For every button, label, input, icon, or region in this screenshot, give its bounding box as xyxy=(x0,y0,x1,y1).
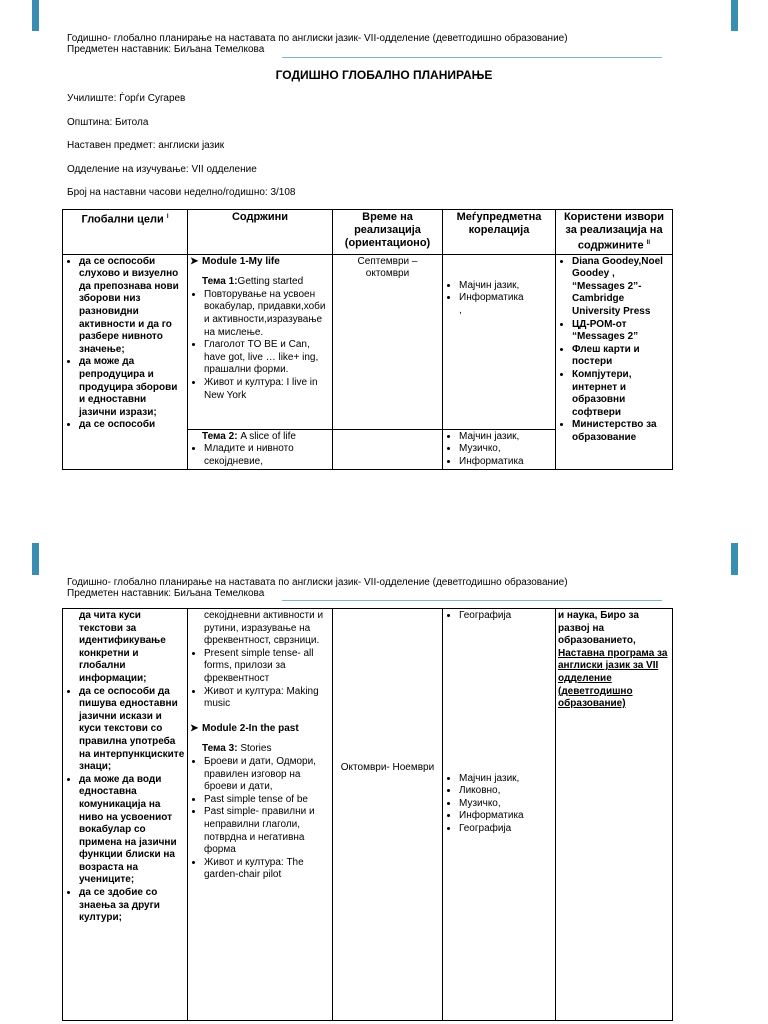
header-goals: Глобални цели $^I$ xyxy=(63,210,188,255)
correlation-item: • Мајчин јазик, xyxy=(459,431,553,444)
document-title: ГОДИШНО ГЛОБАЛНО ПЛАНИРАЊЕ xyxy=(275,68,493,82)
goal-item: • да се здобие со знаења за други култури; xyxy=(79,887,185,925)
goals-cell xyxy=(63,254,188,470)
goal-item: • да се оспособи xyxy=(79,419,185,432)
tema-2-heading: Тема 2: A slice of life xyxy=(202,430,296,442)
arrow-bullet-icon: ➤ xyxy=(190,255,199,267)
header-line-2: Предметен наставник: Биљана Темелкова xyxy=(67,588,265,599)
correlation-item: • Информатика xyxy=(459,292,553,305)
time-cell-2 xyxy=(333,429,443,470)
running-header xyxy=(67,33,568,55)
meta-hours: Број на наставни часови неделно/годишно: 3/108 xyxy=(67,187,296,198)
header-line-1: Годишно- глобално планирање на наставата по англиски јазик- VII-одделение (деветгодишно образование) xyxy=(67,33,568,44)
correlation-item: • Музичко, xyxy=(459,798,553,811)
correlation-cell xyxy=(443,609,556,1021)
tema-2-item: • Живот и култура: Making music xyxy=(204,686,330,711)
time-value: Октомври- Ноември xyxy=(340,762,435,773)
goal-item: • да се оспособи слухово и визуелно да препознава нови зборови низ разновидни активности и да го разбере нивното значење; xyxy=(79,256,185,357)
correlation-item: • Информатика xyxy=(459,810,553,823)
time-cell-1: Септември – октомври xyxy=(333,254,443,429)
content-cell-tema2 xyxy=(188,429,333,470)
tema-3-item: • Past simple- правилни и неправилни глаголи, потврдна и негативна форма xyxy=(204,806,330,856)
meta-school: Училиште: Ѓорѓи Сугарев xyxy=(67,93,186,104)
tema-3-item: • Past simple tense of be xyxy=(204,794,330,807)
running-header xyxy=(67,577,568,599)
correlation-item: • Информатика xyxy=(459,456,553,469)
correlation-item: • Географија xyxy=(459,823,553,836)
resource-item: • Флеш карти и постери xyxy=(572,344,670,369)
correlation-item: , xyxy=(459,304,462,316)
header-resources: Користени извори за реализација на содржините $^{II}$ xyxy=(556,210,673,255)
correlation-item: • Музичко, xyxy=(459,443,553,456)
resources-cell xyxy=(556,609,673,1021)
tema-1-item: • Повторување на усвоен вокабулар, придавки,хоби и активности,изразување на мислење. xyxy=(204,289,330,339)
tema-3-item: • Броеви и дати, Одмори, правилен изговор на броеви и дати, xyxy=(204,756,330,794)
content-cell xyxy=(188,609,333,1021)
content-cell-module1 xyxy=(188,254,333,429)
header-rule xyxy=(282,57,662,58)
goal-item: • да може да води едноставна комуникација на ниво на усвоениот вокабулар со примена на јазични функции блиски на возраста на учениците; xyxy=(79,774,185,887)
arrow-bullet-icon: ➤ xyxy=(190,722,199,734)
resource-item: • Diana Goodey,Noel Goodey , “Messages 2”- Cambridge University Press xyxy=(572,256,670,319)
correlation-item: • Географија xyxy=(459,610,553,623)
header-content: Содржини xyxy=(188,210,333,255)
planning-table-page-1 xyxy=(62,209,673,470)
correlation-cell-1 xyxy=(443,254,556,429)
resource-item: • Компјутери, интернет и образовни софтвери xyxy=(572,369,670,419)
meta-municipality: Општина: Битола xyxy=(67,117,149,128)
header-line-2: Предметен наставник: Биљана Темелкова xyxy=(67,44,265,55)
tema-1-heading: Тема 1:Getting started xyxy=(202,276,304,288)
goal-item: • да се оспособи да пишува едноставни јазични искази и куси текстови со правилна употреба на интерпункциските знаци; xyxy=(79,686,185,774)
tema-1-item: • Живот и култура: I live in New York xyxy=(204,377,330,402)
correlation-item: • Мајчин јазик, xyxy=(459,773,553,786)
page-edge-bar-left xyxy=(32,0,39,31)
resource-item: • ЦД-РОМ-от “Messages 2” xyxy=(572,319,670,344)
page-edge-bar-left xyxy=(32,543,39,575)
tema-1-item: • Глаголот TO BE и Can, have got, live … like+ ing, прашални форми. xyxy=(204,339,330,377)
correlation-cell-2 xyxy=(443,429,556,470)
module-2-heading: ➤ Module 2-In the past xyxy=(190,722,299,734)
goals-cell xyxy=(63,609,188,1021)
resource-item-continued: и наука, Биро за развој на образованието, xyxy=(558,610,639,647)
planning-table-page-2 xyxy=(62,608,673,1021)
goal-item: • да може да репродуцира и продуцира зборови и едноставни јазични изрази; xyxy=(79,356,185,419)
resource-item: • Министерство за образование xyxy=(572,419,670,444)
tema-2-item: • Present simple tense- all forms, прилози за фреквентност xyxy=(204,648,330,686)
module-1-heading: ➤ Module 1-My life xyxy=(190,255,280,267)
curriculum-reference: Наставна програма за англиски јазик за VII одделение (деветгодишно образование) xyxy=(558,647,668,710)
tema-2-continued: секојдневни активности и рутини, изразување на фреквентност, сврзници. xyxy=(204,610,324,647)
header-line-1: Годишно- глобално планирање на наставата по англиски јазик- VII-одделение (деветгодишно образование) xyxy=(67,577,568,588)
header-correlation: Меѓупредметна корелација xyxy=(443,210,556,255)
goal-item-continued: да чита куси текстови за идентификување конкретни и глобални информации; xyxy=(79,610,166,684)
page-edge-bar-right xyxy=(731,543,738,575)
meta-grade: Одделение на изучување: VII одделение xyxy=(67,164,257,175)
tema-3-item: • Живот и култура: The garden-chair pilot xyxy=(204,857,330,882)
meta-subject: Наставен предмет: англиски јазик xyxy=(67,140,225,151)
time-cell xyxy=(333,609,443,1021)
correlation-item: • Ликовно, xyxy=(459,785,553,798)
tema-2-item: • Младите и нивното секојдневие, xyxy=(204,443,330,468)
tema-3-heading: Тема 3: Stories xyxy=(202,743,272,755)
header-rule xyxy=(282,600,662,601)
correlation-item: • Мајчин јазик, xyxy=(459,280,553,293)
resources-cell xyxy=(556,254,673,470)
page-edge-bar-right xyxy=(731,0,738,31)
header-time: Време на реализација (ориентационо) xyxy=(333,210,443,255)
